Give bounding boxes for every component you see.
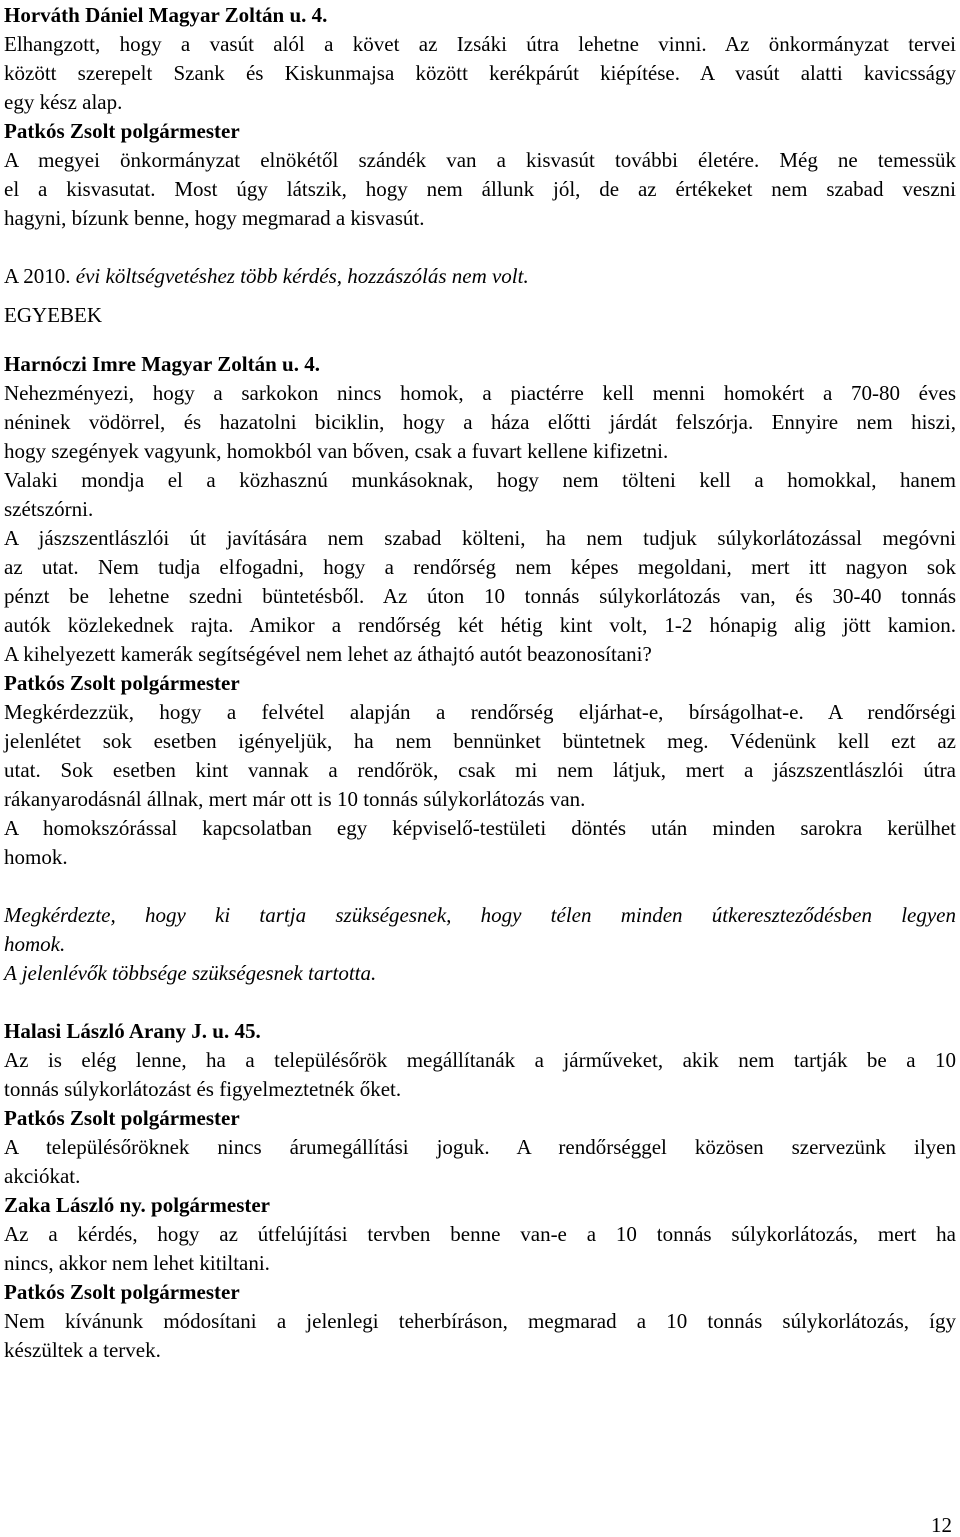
text-line: nincs, akkor nem lehet kitiltani. (4, 1251, 270, 1275)
text-line: Megkérdezte, hogy ki tartja szükségesnek, hogy télen minden útkereszteződésben legyen (4, 903, 956, 927)
speaker-name: Horváth Dániel Magyar Zoltán u. 4. (4, 3, 328, 27)
statement-prefix: A 2010. (4, 264, 76, 288)
text-line: hagyni, bízunk benne, hogy megmarad a kisvasút. (4, 206, 425, 230)
speaker-name: Harnóczi Imre Magyar Zoltán u. 4. (4, 352, 320, 376)
text-line: között szerepelt Szank és Kiskunmajsa között kerékpárút kiépítése. A vasút alatti kavicsságy (4, 61, 956, 85)
text-line: Megkérdezzük, hogy a felvétel alapján a rendőrség eljárhat-e, bírságolhat-e. A rendőrségi (4, 700, 956, 724)
text-line: akciókat. (4, 1164, 81, 1188)
speaker-name: Patkós Zsolt polgármester (4, 671, 240, 695)
text-line: jelenlétet sok esetben igényeljük, ha nem bennünket büntetnek meg. Védenünk kell ezt az (4, 729, 956, 753)
text-line: homok. (4, 932, 66, 956)
text-line: készültek a tervek. (4, 1338, 161, 1362)
italic-paragraph (4, 959, 956, 988)
text-line: az utat. Nem tudja elfogadni, hogy a rendőrség nem képes megoldani, mert itt nagyon sok (4, 555, 956, 579)
text-line: A településőröknek nincs árumegállítási joguk. A rendőrséggel közösen szervezünk ilyen (4, 1135, 956, 1159)
body-paragraph (4, 698, 956, 814)
text-line: homok. (4, 845, 68, 869)
body-paragraph (4, 466, 956, 524)
page-number: 12 (931, 1513, 952, 1537)
body-paragraph (4, 1046, 956, 1104)
text-line: hogy szegények vagyunk, homokból van bőven, csak a fuvart kellene kifizetni. (4, 439, 669, 463)
text-line: néninek vödörrel, és hazatolni biciklin, hogy a háza előtti járdát felszórja. Ennyire nem hiszi, (4, 410, 956, 434)
spacer (4, 872, 956, 901)
text-line: utat. Sok esetben kint vannak a rendőrök, csak mi nem látjuk, mert a jászszentlászlói útra (4, 758, 956, 782)
text-line: Az is elég lenne, ha a településőrök megállítanák a járműveket, akik nem tartják be a 10 (4, 1048, 956, 1072)
speaker-name: Halasi László Arany J. u. 45. (4, 1019, 261, 1043)
body-paragraph (4, 30, 956, 117)
speaker-name: Zaka László ny. polgármester (4, 1193, 270, 1217)
text-line: szétszórni. (4, 497, 94, 521)
section-heading: EGYEBEK (4, 303, 102, 327)
text-line: A jelenlévők többsége szükségesnek tartotta. (4, 961, 377, 985)
statement-italic: évi költségvetéshez több kérdés, hozzászólás nem volt. (75, 264, 529, 288)
text-line: A megyei önkormányzat elnökétől szándék van a kisvasút további életére. Még ne temessük (4, 148, 956, 172)
text-line: A jászszentlászlói út javítására nem szabad költeni, ha nem tudjuk súlykorlátozással megóvni (4, 526, 956, 550)
spacer (4, 330, 956, 350)
body-paragraph (4, 1133, 956, 1191)
text-line: tonnás súlykorlátozást és figyelmeztetnék őket. (4, 1077, 402, 1101)
body-paragraph (4, 814, 956, 872)
body-paragraph (4, 1220, 956, 1278)
speaker-name: Patkós Zsolt polgármester (4, 1106, 240, 1130)
text-line: Elhangzott, hogy a vasút alól a követ az Izsáki útra lehetne vinni. Az önkormányzat tervei (4, 32, 956, 56)
body-paragraph (4, 146, 956, 233)
body-paragraph (4, 524, 956, 669)
text-line: Nehezményezi, hogy a sarkokon nincs homok, a piactérre kell menni homokért a 70-80 éves (4, 381, 956, 405)
spacer (4, 233, 956, 262)
text-line: A homokszórással kapcsolatban egy képviselő-testületi döntés után minden sarokra kerülhet (4, 816, 956, 840)
italic-paragraph (4, 901, 956, 959)
summary-statement (4, 262, 956, 291)
text-line: Az a kérdés, hogy az útfelújítási tervben benne van-e a 10 tonnás súlykorlátozás, mert ha (4, 1222, 956, 1246)
text-line: el a kisvasutat. Most úgy látszik, hogy nem állunk jól, de az értékeket nem szabad veszni (4, 177, 956, 201)
spacer (4, 988, 956, 1017)
text-line: pénzt be lehetne szedni büntetésből. Az úton 10 tonnás súlykorlátozás van, és 30-40 tonnás (4, 584, 956, 608)
speaker-name: Patkós Zsolt polgármester (4, 119, 240, 143)
text-line: Nem kívánunk módosítani a jelenlegi teherbíráson, megmarad a 10 tonnás súlykorlátozás, így (4, 1309, 956, 1333)
speaker-name: Patkós Zsolt polgármester (4, 1280, 240, 1304)
text-line: autók közlekednek rajta. Amikor a rendőrség két hétig kint volt, 1-2 hónapig alig jött kamion. (4, 613, 956, 637)
text-line: rákanyarodásnál állnak, mert már ott is 10 tonnás súlykorlátozás van. (4, 787, 586, 811)
body-paragraph (4, 379, 956, 466)
text-line: egy kész alap. (4, 90, 123, 114)
text-line: Valaki mondja el a közhasznú munkásoknak, hogy nem tölteni kell a homokkal, hanem (4, 468, 956, 492)
body-paragraph (4, 1307, 956, 1365)
document-page (4, 0, 956, 1365)
text-line: A kihelyezett kamerák segítségével nem lehet az áthajtó autót beazonosítani? (4, 642, 652, 666)
